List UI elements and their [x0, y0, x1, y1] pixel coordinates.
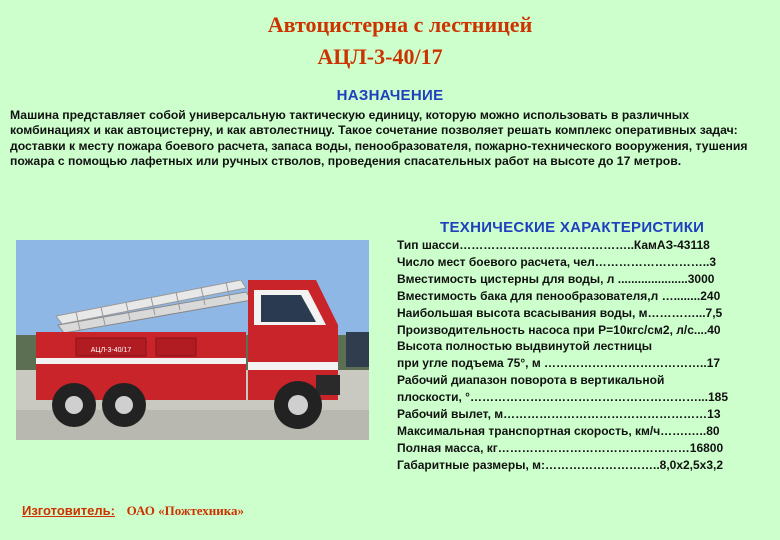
spec-line: Вместимость цистерны для воды, л .....................3000	[397, 271, 715, 286]
spec-line: Полная масса, кг…………………………………………16800	[397, 440, 724, 455]
spec-line: Производительность насоса при Р=10кгс/см2, л/с....40	[397, 322, 721, 337]
fire-truck-illustration	[16, 240, 369, 440]
spec-line: Вместимость бака для пенообразователя,л …........240	[397, 288, 721, 303]
manufacturer-line	[22, 503, 244, 519]
spec-line: Максимальная транспортная скорость, км/ч…….…..80	[397, 423, 720, 438]
spec-line: Рабочий вылет, м……………………………………………13	[397, 407, 721, 422]
manufacturer-label: Изготовитель:	[22, 503, 115, 518]
spec-line: Тип шасси……………………………………..КамАЗ-43118	[397, 238, 710, 252]
vehicle-model-title: АЦЛ-3-40/17	[317, 44, 443, 69]
spec-line: Рабочий диапазон поворота в вертикальной	[397, 373, 665, 388]
spec-line: Габаритные размеры, м:………………………..8,0х2,5х3,2	[397, 457, 724, 472]
manufacturer-name: ОАО «Пожтехника»	[126, 503, 245, 518]
purpose-paragraph: Машина представляет собой универсальную тактическую единицу, которую можно использовать в различных комбинациях и как автоцистерну, и как автолестницу. Такое сочетание позволяет решать комплекс оперативных задач: доставки к месту пожара боевого расчета, запаса воды, пенообразователя, пожарно-технического вооружения, тушения пожара с помощью лафетных или ручных стволов, проведения спасательных работ на высоте до 17 метров.	[10, 108, 748, 169]
spec-line: Число мест боевого расчета, чел………………………..3	[397, 254, 717, 269]
page-title: Автоцистерна с лестницей	[267, 12, 533, 37]
spec-line: при угле подъема 75°, м …………………………………..17	[397, 356, 721, 371]
spec-line: плоскости, °…………………………………………………...185	[397, 390, 728, 405]
truck-plate: АЦЛ-3-40/17	[90, 347, 132, 354]
spec-line: Высота полностью выдвинутой лестницы	[397, 339, 652, 354]
fire-truck-photo	[16, 240, 369, 440]
specs-list	[397, 237, 780, 474]
spec-line: Наибольшая высота всасывания воды, м…………...7,5	[397, 305, 723, 320]
specs-heading: ТЕХНИЧЕСКИЕ ХАРАКТЕРИСТИКИ	[440, 219, 705, 236]
purpose-heading: НАЗНАЧЕНИЕ	[336, 87, 444, 104]
